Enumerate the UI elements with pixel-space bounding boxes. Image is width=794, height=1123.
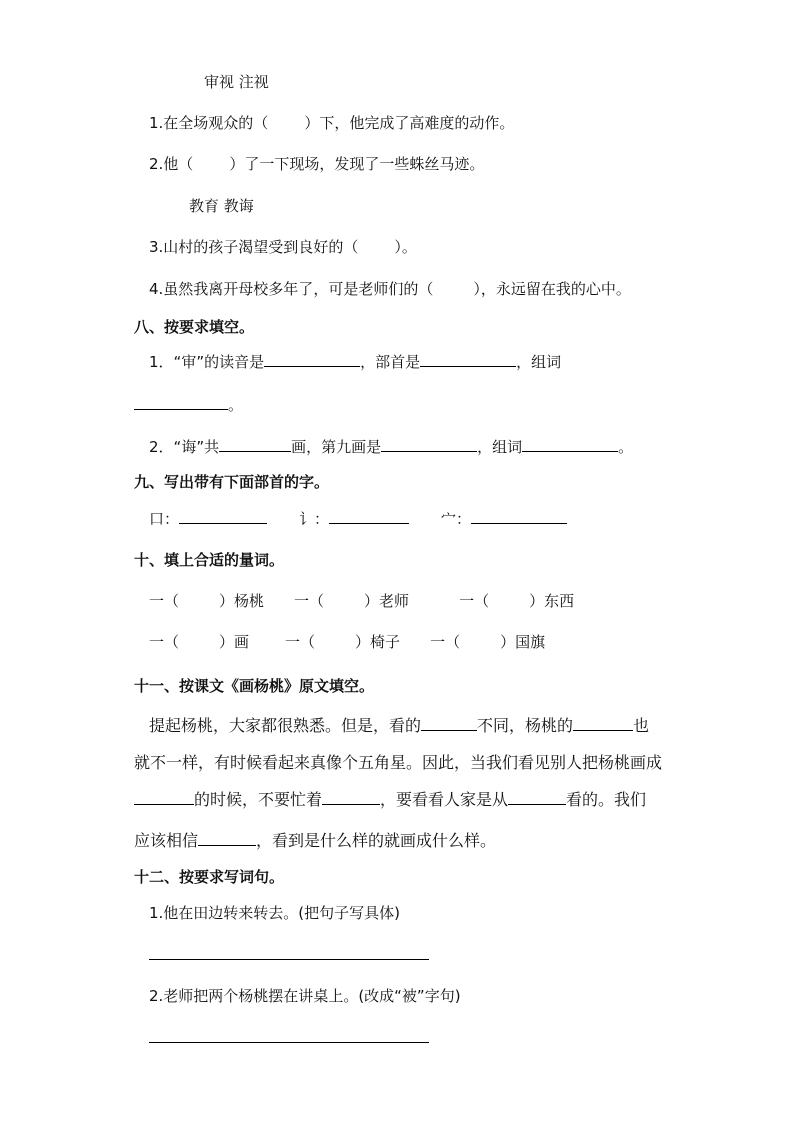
radical-row xyxy=(149,509,567,529)
q-text: 1．“审”的读音是 xyxy=(149,353,265,371)
fill-blank[interactable] xyxy=(322,790,380,805)
question-7-4 xyxy=(149,279,631,299)
section-9-heading: 九、写出带有下面部首的字。 xyxy=(134,473,330,491)
q-text: 。 xyxy=(618,438,634,456)
question-7-2 xyxy=(149,154,484,174)
q-text: 1.他在田边转来转去。(把句子写具体) xyxy=(149,904,401,922)
question-12-2 xyxy=(149,986,461,1006)
word-group-text: 教育 教诲 xyxy=(189,197,254,215)
mw-pre: 一（ xyxy=(149,592,180,610)
fill-blank[interactable] xyxy=(198,831,256,846)
question-8-1 xyxy=(149,352,561,372)
q-text: 画，第九画是 xyxy=(291,438,382,456)
q-text: ，组词 xyxy=(477,438,523,456)
section-10-heading: 十、填上合适的量词。 xyxy=(134,551,285,569)
mw-pre: 一（ xyxy=(459,592,490,610)
word-group-text: 审视 注视 xyxy=(204,73,269,91)
fill-blank[interactable] xyxy=(573,716,633,731)
fill-blank[interactable] xyxy=(508,790,566,805)
passage-line-4 xyxy=(134,831,496,851)
q-pre: 4.虽然我离开母校多年了，可是老师们的（ xyxy=(149,280,434,298)
section-8-heading: 八、按要求填空。 xyxy=(134,318,255,336)
answer-line[interactable] xyxy=(149,1041,429,1043)
mw-post: ）杨桃 xyxy=(219,592,265,610)
passage-text: 也 xyxy=(633,716,650,735)
passage-line-1 xyxy=(149,716,649,736)
radical-kou: 口： xyxy=(149,510,180,528)
q-text: ，组词 xyxy=(516,353,562,371)
fill-blank[interactable] xyxy=(329,509,409,524)
fill-blank[interactable] xyxy=(522,437,618,452)
section-12-heading: 十二、按要求写词句。 xyxy=(134,868,285,886)
fill-blank[interactable] xyxy=(420,352,516,367)
question-7-1 xyxy=(149,113,514,133)
q-post: ）下，他完成了高难度的动作。 xyxy=(304,114,515,132)
fill-blank[interactable] xyxy=(421,716,477,731)
passage-text: 的时候，不要忙着 xyxy=(194,790,323,809)
passage-line-2 xyxy=(134,753,662,773)
mw-post: ）椅子 xyxy=(355,633,401,651)
mw-pre: 一（ xyxy=(294,592,325,610)
passage-text: 提起杨桃，大家都很熟悉。但是，看的 xyxy=(149,716,422,735)
mw-post: ）老师 xyxy=(364,592,410,610)
radical-yan: 讠： xyxy=(299,510,330,528)
passage-text: ，要看看人家是从 xyxy=(380,790,509,809)
fill-blank[interactable] xyxy=(264,352,360,367)
q-pre: 1.在全场观众的（ xyxy=(149,114,269,132)
measure-word-row-1 xyxy=(149,591,574,611)
question-7-3 xyxy=(149,237,417,257)
passage-text: ，看到是什么样的就画成什么样。 xyxy=(256,831,497,850)
section-11-heading: 十一、按课文《画杨桃》原文填空。 xyxy=(134,677,375,695)
question-8-1-cont xyxy=(134,395,243,415)
fill-blank[interactable] xyxy=(179,509,267,524)
mw-pre: 一（ xyxy=(430,633,461,651)
answer-line[interactable] xyxy=(149,958,429,960)
q-text: ，部首是 xyxy=(360,353,421,371)
passage-text: 就不一样，有时候看起来真像个五角星。因此，当我们看见别人把杨桃画成 xyxy=(134,753,663,772)
q-text: 2．“诲”共 xyxy=(149,438,220,456)
passage-text: 看的。我们 xyxy=(566,790,647,809)
q-pre: 2.他（ xyxy=(149,155,194,173)
q-post: ）了一下现场，发现了一些蛛丝马迹。 xyxy=(229,155,485,173)
fill-blank[interactable] xyxy=(134,790,194,805)
q-post: ）。 xyxy=(394,238,417,256)
word-group-jiaoyu xyxy=(189,196,254,216)
fill-blank[interactable] xyxy=(381,437,477,452)
mw-post: ）东西 xyxy=(529,592,575,610)
fill-blank[interactable] xyxy=(219,437,291,452)
q-text: 2.老师把两个杨桃摆在讲桌上。(改成“被”字句) xyxy=(149,987,461,1005)
mw-pre: 一（ xyxy=(149,633,180,651)
q-pre: 3.山村的孩子渴望受到良好的（ xyxy=(149,238,359,256)
fill-blank[interactable] xyxy=(471,509,567,524)
word-group-shenshi xyxy=(204,72,269,92)
radical-mian: 宀： xyxy=(441,510,472,528)
mw-pre: 一（ xyxy=(285,633,316,651)
fill-blank[interactable] xyxy=(134,395,228,410)
q-post: ），永远留在我的心中。 xyxy=(473,280,631,298)
mw-post: ）国旗 xyxy=(500,633,546,651)
mw-post: ）画 xyxy=(219,633,250,651)
q-text: 。 xyxy=(228,396,244,414)
measure-word-row-2 xyxy=(149,632,545,652)
passage-text: 不同，杨桃的 xyxy=(477,716,574,735)
question-12-1 xyxy=(149,903,400,923)
passage-text: 应该相信 xyxy=(134,831,199,850)
question-8-2 xyxy=(149,437,633,457)
passage-line-3 xyxy=(134,790,646,810)
